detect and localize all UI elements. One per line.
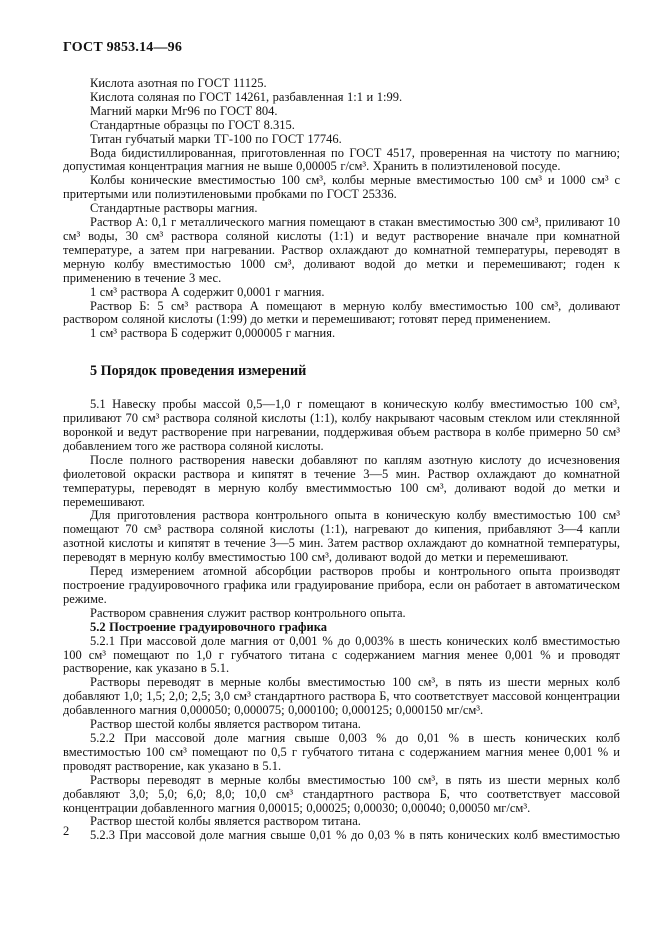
paragraph: Колбы конические вместимостью 100 см³, колбы мерные вместимостью 100 см³ и 1000 см³ с притертыми или полиэтиленовыми пробками по ГОСТ 25336. xyxy=(63,173,620,202)
paragraph: Кислота азотная по ГОСТ 11125. xyxy=(90,76,267,90)
paragraph: 5.2.3 При массовой доле магния свыше 0,01 % до 0,03 % в пять конических колб вместимостью xyxy=(90,828,620,843)
paragraph: 5.2.1 При массовой доле магния от 0,001 % до 0,003% в шесть конических колб вместимостью 100 см³ помещают по 1,0 г губчатого титана с содержанием магния менее 0,001 % и проводят растворение, как указано в 5.1. xyxy=(63,633,620,676)
paragraph: Титан губчатый марки ТГ-100 по ГОСТ 17746. xyxy=(90,131,342,146)
paragraph: Растворы переводят в мерные колбы вместимостью 100 см³, в пять из шести мерных колб добавляют 3,0; 5,0; 6,0; 8,0; 10,0 см³ стандартного раствора Б, что соответствует массовой концентрации добавленного магния 0,00015; 0,00025; 0,00030; 0,00040; 0,00050 мг/см³. xyxy=(63,772,620,815)
document-body xyxy=(63,77,620,843)
paragraph: Раствор шестой колбы является раствором титана. xyxy=(90,717,361,732)
document-title: ГОСТ 9853.14—96 xyxy=(63,40,183,55)
paragraph: 5.1 Навеску пробы массой 0,5—1,0 г помещают в коническую колбу вместимостью 100 см³, приливают 70 см³ раствора соляной кислоты (1:1), колбу накрывают часовым стеклом или стеклянной воронкой и ведут растворение при нагревании, поддерживая объем раствора в колбе примерно 50 см³ добавлением того же раствора соляной кислоты. xyxy=(63,397,620,453)
paragraph: Стандартные образцы по ГОСТ 8.315. xyxy=(90,117,295,132)
paragraph: 5.2.2 При массовой доле магния свыше 0,003 % до 0,01 % в шесть конических колб вместимостью 100 см³ помещают по 0,5 г губчатого титана с содержанием магния менее 0,001 % и проводят растворение, как указано в 5.1. xyxy=(63,730,620,773)
paragraph: Раствором сравнения служит раствор контрольного опыта. xyxy=(90,605,406,620)
section-heading: 5 Порядок проведения измерений xyxy=(90,363,307,380)
paragraph: Кислота соляная по ГОСТ 14261, разбавленная 1:1 и 1:99. xyxy=(90,89,403,104)
paragraph: После полного растворения навески добавляют по каплям азотную кислоту до исчезновения фиолетовой окраски раствора и кипятят в течение 3—5 мин. Раствор охлаждают до комнатной температуры, переводят в мерную колбу вместиммостью 100 см³, доливают водой до метки и перемешивают. xyxy=(63,452,620,509)
page-number: 2 xyxy=(63,824,70,838)
subsection-heading: 5.2 Построение градуировочного графика xyxy=(90,619,327,634)
paragraph: Магний марки Мг96 по ГОСТ 804. xyxy=(90,103,278,118)
paragraph: Растворы переводят в мерные колбы вместимостью 100 см³, в пять из шести мерных колб добавляют 1,0; 1,5; 2,0; 2,5; 3,0 см³ стандартного раствора Б, что соответствует массовой концентрации добавленного магния 0,000050; 0,000075; 0,000100; 0,000125; 0,000150 мг/см³. xyxy=(63,675,620,718)
paragraph: 1 см³ раствора А содержит 0,0001 г магния. xyxy=(90,284,325,299)
paragraph: Для приготовления раствора контрольного опыта в коническую колбу вместимостью 100 см³ помещают 70 см³ раствора соляной кислоты (1:1), нагревают до кипения, прибавляют 3—4 капли азотной кислоты и кипятят в течение 3—5 мин. Затем раствор охлаждают до комнатной температуры, переводят в мерную колбу вместимостью 100 см³, доливают водой до метки и перемешивают. xyxy=(63,508,620,565)
paragraph: Раствор Б: 5 см³ раствора А помещают в мерную колбу вместимостью 100 см³, доливают раствором соляной кислоты (1:99) до метки и перемешивают; готовят перед применением. xyxy=(63,298,620,327)
paragraph: Раствор шестой колбы является раствором титана. xyxy=(90,814,361,829)
paragraph: Перед измерением атомной абсорбции растворов пробы и контрольного опыта производят построение градуировочного графика или градуирование прибора, если он работает в автоматическом режиме. xyxy=(63,564,620,606)
paragraph: 1 см³ раствора Б содержит 0,000005 г магния. xyxy=(90,326,336,341)
paragraph: Раствор А: 0,1 г металлического магния помещают в стакан вместимостью 300 см³, приливают 10 см³ воды, 30 см³ раствора соляной кислоты (1:1) и ведут растворение вначале при комнатной температуре, а затем при нагревании. Раствор охлаждают до комнатной температуры, переводят в мерную колбу вместимостью 1000 см³, доливают водой до метки и перемешивают; годен к применению в течение 3 мес. xyxy=(63,215,620,285)
paragraph: Вода бидистиллированная, приготовленная по ГОСТ 4517, проверенная на чистоту по магнию; допустимая концентрация магния не выше 0,00005 г/см³. Хранить в полиэтиленовой посуде. xyxy=(63,145,620,174)
paragraph: Стандартные растворы магния. xyxy=(90,201,258,216)
